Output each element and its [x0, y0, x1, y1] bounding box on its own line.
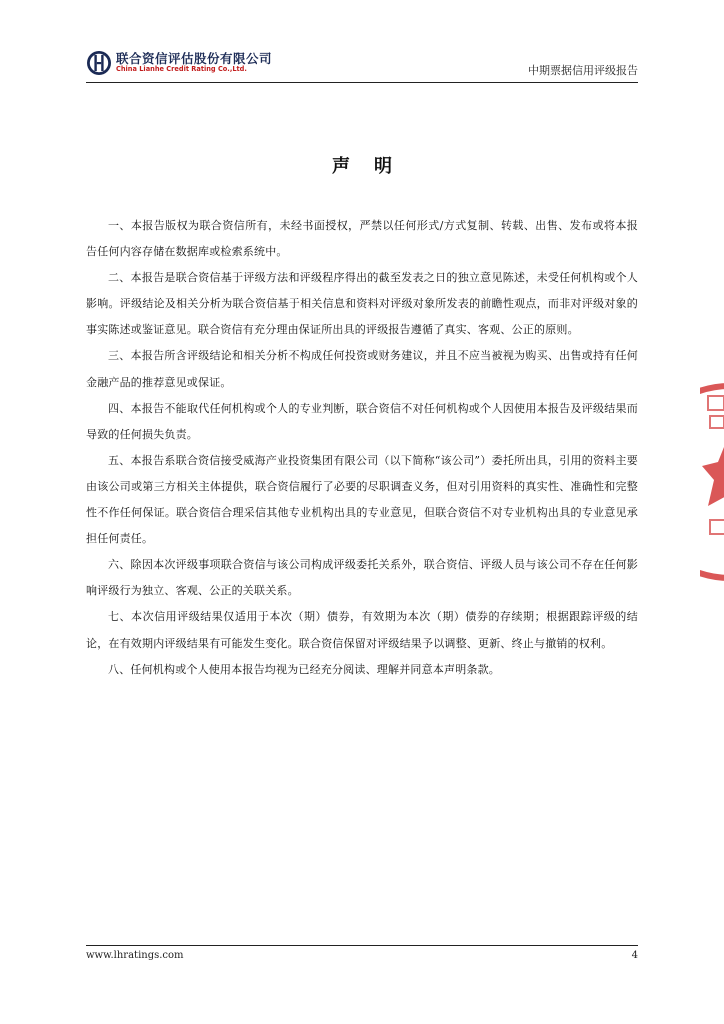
page-title: 声明 [332, 156, 416, 177]
footer-divider [86, 945, 638, 946]
declaration-paragraph-7: 七、本次信用评级结果仅适用于本次（期）债券，有效期为本次（期）债券的存续期；根据跟踪评级的结论，在有效期内评级结果有可能发生变化。联合资信保留对评级结果予以调整、更新、终止与撤销的权利。 [86, 610, 638, 650]
declaration-body [86, 213, 638, 683]
declaration-paragraph-6: 六、除因本次评级事项联合资信与该公司构成评级委托关系外，联合资信、评级人员与该公司不存在任何影响评级行为独立、客观、公正的关联关系。 [86, 558, 638, 598]
declaration-paragraph-4: 四、本报告不能取代任何机构或个人的专业判断，联合资信不对任何机构或个人因使用本报告及评级结果而导致的任何损失负责。 [86, 401, 638, 441]
document-type: 中期票据信用评级报告 [528, 64, 638, 77]
page-header [86, 48, 638, 82]
declaration-paragraph-3: 三、本报告所含评级结论和相关分析不构成任何投资或财务建议，并且不应当被视为购买、出售或持有任何金融产品的推荐意见或保证。 [86, 349, 638, 389]
seal-stamp-icon [700, 382, 724, 582]
company-logo-icon [86, 50, 112, 76]
declaration-paragraph-8: 八、任何机构或个人使用本报告均视为已经充分阅读、理解并同意本声明条款。 [108, 662, 500, 676]
declaration-paragraph-1: 一、本报告版权为联合资信所有，未经书面授权，严禁以任何形式/方式复制、转载、出售、发布或将本报告任何内容存储在数据库或检索系统中。 [86, 219, 638, 259]
declaration-paragraph-5: 五、本报告系联合资信接受威海产业投资集团有限公司（以下简称“该公司”）委托所出具，引用的资料主要由该公司或第三方相关主体提供，联合资信履行了必要的尽职调查义务，但对引用资料的真实性、准确性和完整性不作任何保证。联合资信合理采信其他专业机构出具的专业意见，但联合资信不对专业机构出具的专业意见承担任何责任。 [86, 453, 638, 546]
company-name-en: China Lianhe Credit Rating Co.,Ltd. [116, 65, 247, 73]
page-number: 4 [631, 950, 638, 961]
company-name-cn: 联合资信评估股份有限公司 [116, 51, 273, 66]
footer-website: www.lhratings.com [86, 950, 184, 961]
declaration-paragraph-2: 二、本报告是联合资信基于评级方法和评级程序得出的截至发表之日的独立意见陈述，未受任何机构或个人影响。评级结论及相关分析为联合资信基于相关信息和资料对评级对象所发表的前瞻性观点，而非对评级对象的事实陈述或鉴证意见。联合资信有充分理由保证所出具的评级报告遵循了真实、客观、公正的原则。 [86, 271, 638, 337]
header-divider [86, 82, 638, 83]
